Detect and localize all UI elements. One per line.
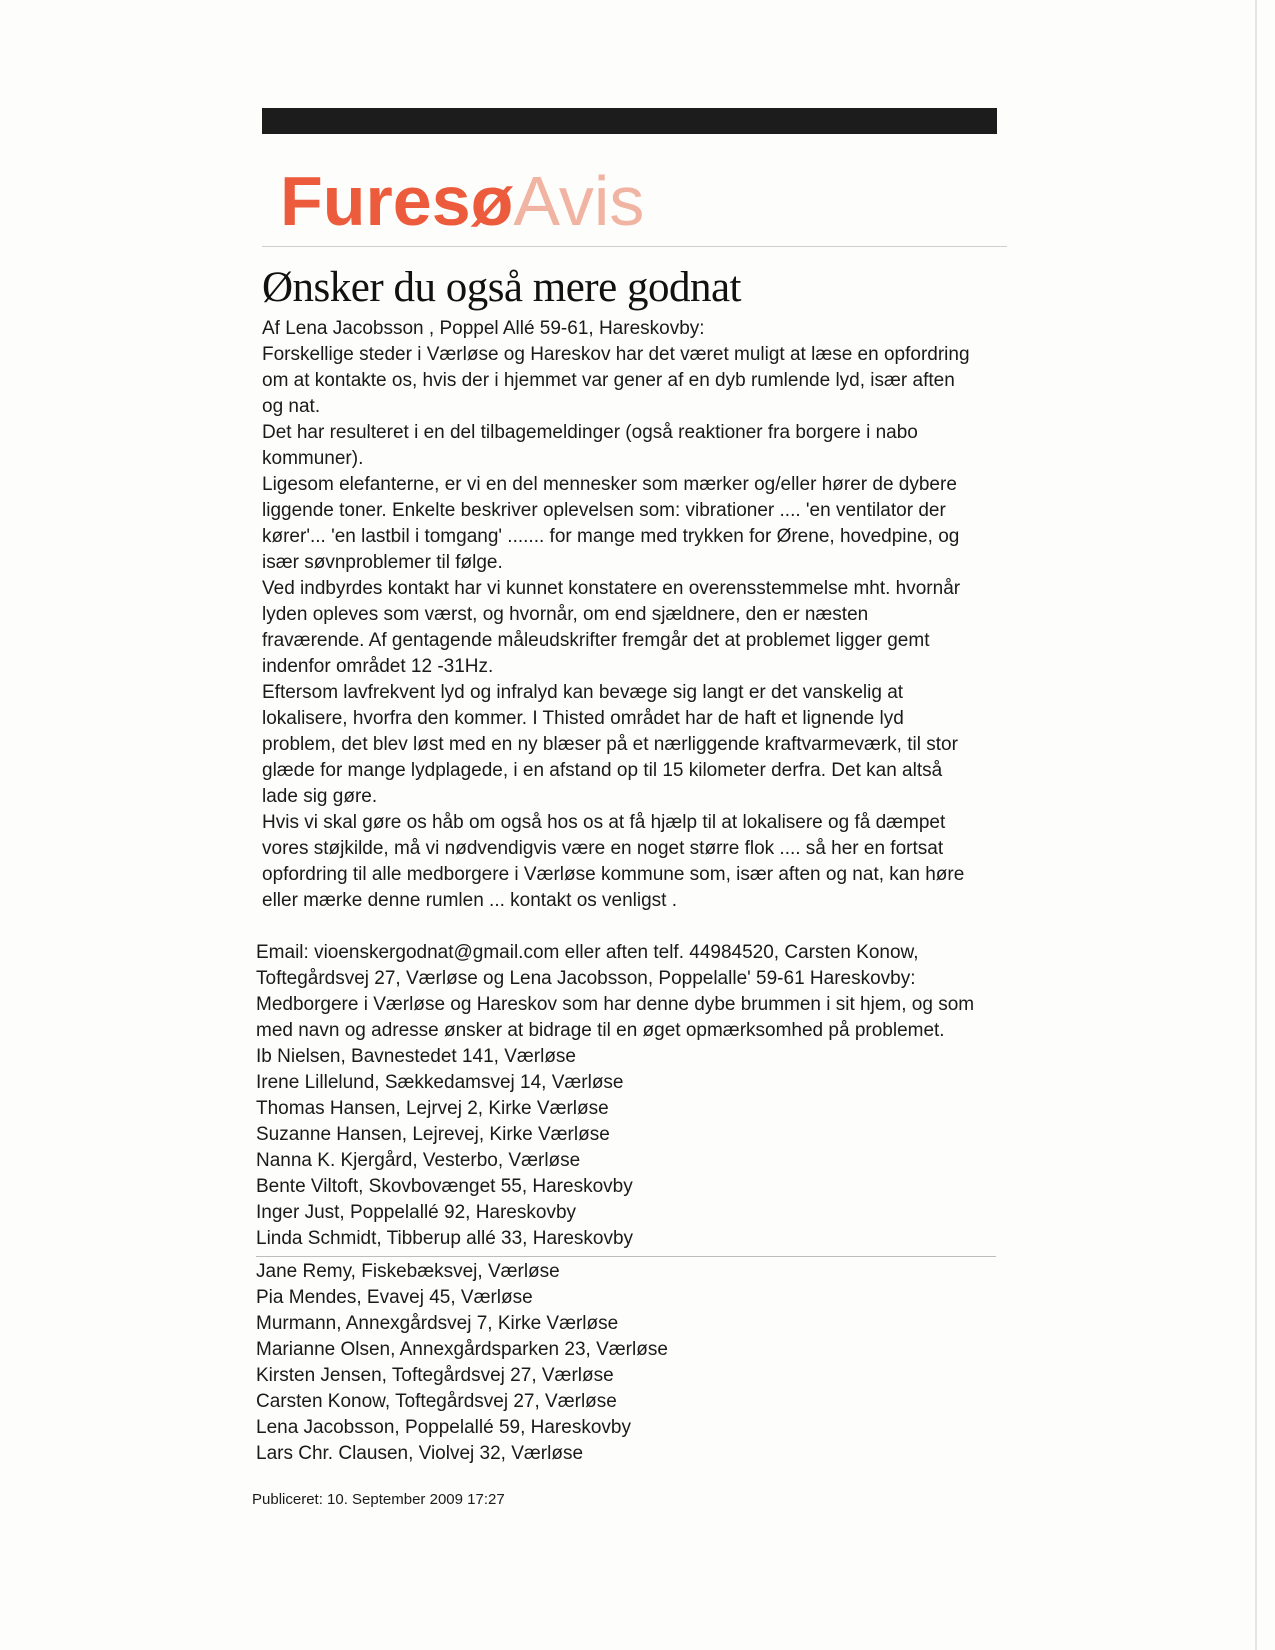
signer-item: Marianne Olsen, Annexgårdsparken 23, Værløse	[256, 1339, 668, 1360]
logo-part-a: Furesø	[280, 162, 514, 240]
article-paragraph: Hvis vi skal gøre os håb om også hos os at få hjælp til at lokalisere og få dæmpet vores støjkilde, må vi nødvendigvis være en noget større flok .... så her en fortsat opfordring til alle medborgere i Værløse kommune som, især aften og nat, kan høre eller mærke denne rumlen ... kontakt os venligst .	[262, 812, 965, 911]
publication-logo	[280, 162, 645, 240]
contact-info: Email: vioenskergodnat@gmail.com eller aften telf. 44984520, Carsten Konow, Toftegårdsvej 27, Værløse og Lena Jacobsson, Poppelalle' 59-61 Hareskovby: Medborgere i Værløse og Hareskov som har denne dybe brummen i sit hjem, og som med navn og adresse ønsker at bidrage til en øget opmærksomhed på problemet.	[256, 942, 975, 1041]
contact-block	[256, 940, 976, 1252]
signer-item: Linda Schmidt, Tibberup allé 33, Hareskovby	[256, 1228, 634, 1249]
article-byline: Af Lena Jacobsson , Poppel Allé 59-61, Hareskovby:	[262, 318, 705, 339]
masthead-bar	[262, 108, 997, 134]
signer-item: Murmann, Annexgårdsvej 7, Kirke Værløse	[256, 1313, 619, 1334]
article-body	[262, 316, 972, 914]
signer-list-b	[256, 1259, 1007, 1467]
signer-item: Irene Lillelund, Sækkedamsvej 14, Værløse	[256, 1072, 624, 1093]
signer-item: Jane Remy, Fiskebæksvej, Værløse	[256, 1261, 560, 1282]
signer-item: Lena Jacobsson, Poppelallé 59, Hareskovby	[256, 1417, 631, 1438]
section-divider	[256, 1256, 996, 1257]
publish-date: Publiceret: 10. September 2009 17:27	[252, 1491, 505, 1508]
signer-item: Thomas Hansen, Lejrvej 2, Kirke Værløse	[256, 1098, 609, 1119]
signer-item: Inger Just, Poppelallé 92, Hareskovby	[256, 1202, 577, 1223]
signer-item: Bente Viltoft, Skovbovænget 55, Hareskovby	[256, 1176, 633, 1197]
masthead	[262, 134, 1007, 247]
article-paragraph: Forskellige steder i Værløse og Hareskov har det været muligt at læse en opfordring om at kontakte os, hvis der i hjemmet var gener af en dyb rumlende lyd, især aften og nat.	[262, 344, 970, 417]
article-paragraph: Eftersom lavfrekvent lyd og infralyd kan bevæge sig langt er det vanskelig at lokalisere, hvorfra den kommer. I Thisted området har de haft et lignende lyd problem, det blev løst med en ny blæser på et nærliggende kraftvarmeværk, til stor glæde for mange lydplagede, i en afstand op til 15 kilometer derfra. Det kan altså lade sig gøre.	[262, 682, 958, 807]
article-paragraph: Ved indbyrdes kontakt har vi kunnet konstatere en overensstemmelse mht. hvornår lyden opleves som værst, og hvornår, om end sjældnere, den er næsten fraværende. Af gentagende måleudskrifter fremgår det at problemet ligger gemt indenfor området 12 -31Hz.	[262, 578, 961, 677]
signer-item: Lars Chr. Clausen, Violvej 32, Værløse	[256, 1443, 584, 1464]
signer-list-a	[256, 1044, 976, 1252]
signer-item: Pia Mendes, Evavej 45, Værløse	[256, 1287, 533, 1308]
logo-part-b: Avis	[513, 162, 645, 240]
signer-item: Kirsten Jensen, Toftegårdsvej 27, Værløse	[256, 1365, 614, 1386]
page-edge	[1255, 0, 1257, 1650]
article-paragraph: Ligesom elefanterne, er vi en del mennesker som mærker og/eller hører de dybere liggende toner. Enkelte beskriver oplevelsen som: vibrationer .... 'en ventilator der kører'... 'en lastbil i tomgang' ....... for mange med trykken for Ørene, hovedpine, og især søvnproblemer til følge.	[262, 474, 960, 573]
signer-item: Nanna K. Kjergård, Vesterbo, Værløse	[256, 1150, 581, 1171]
article-headline: Ønsker du også mere godnat	[262, 264, 741, 311]
article-paragraph: Det har resulteret i en del tilbagemeldinger (også reaktioner fra borgere i nabo kommuner).	[262, 422, 918, 469]
newspaper-clipping	[252, 108, 1007, 1513]
signer-item: Ib Nielsen, Bavnestedet 141, Værløse	[256, 1046, 577, 1067]
signer-item: Suzanne Hansen, Lejrevej, Kirke Værløse	[256, 1124, 610, 1145]
signer-item: Carsten Konow, Toftegårdsvej 27, Værløse	[256, 1391, 617, 1412]
